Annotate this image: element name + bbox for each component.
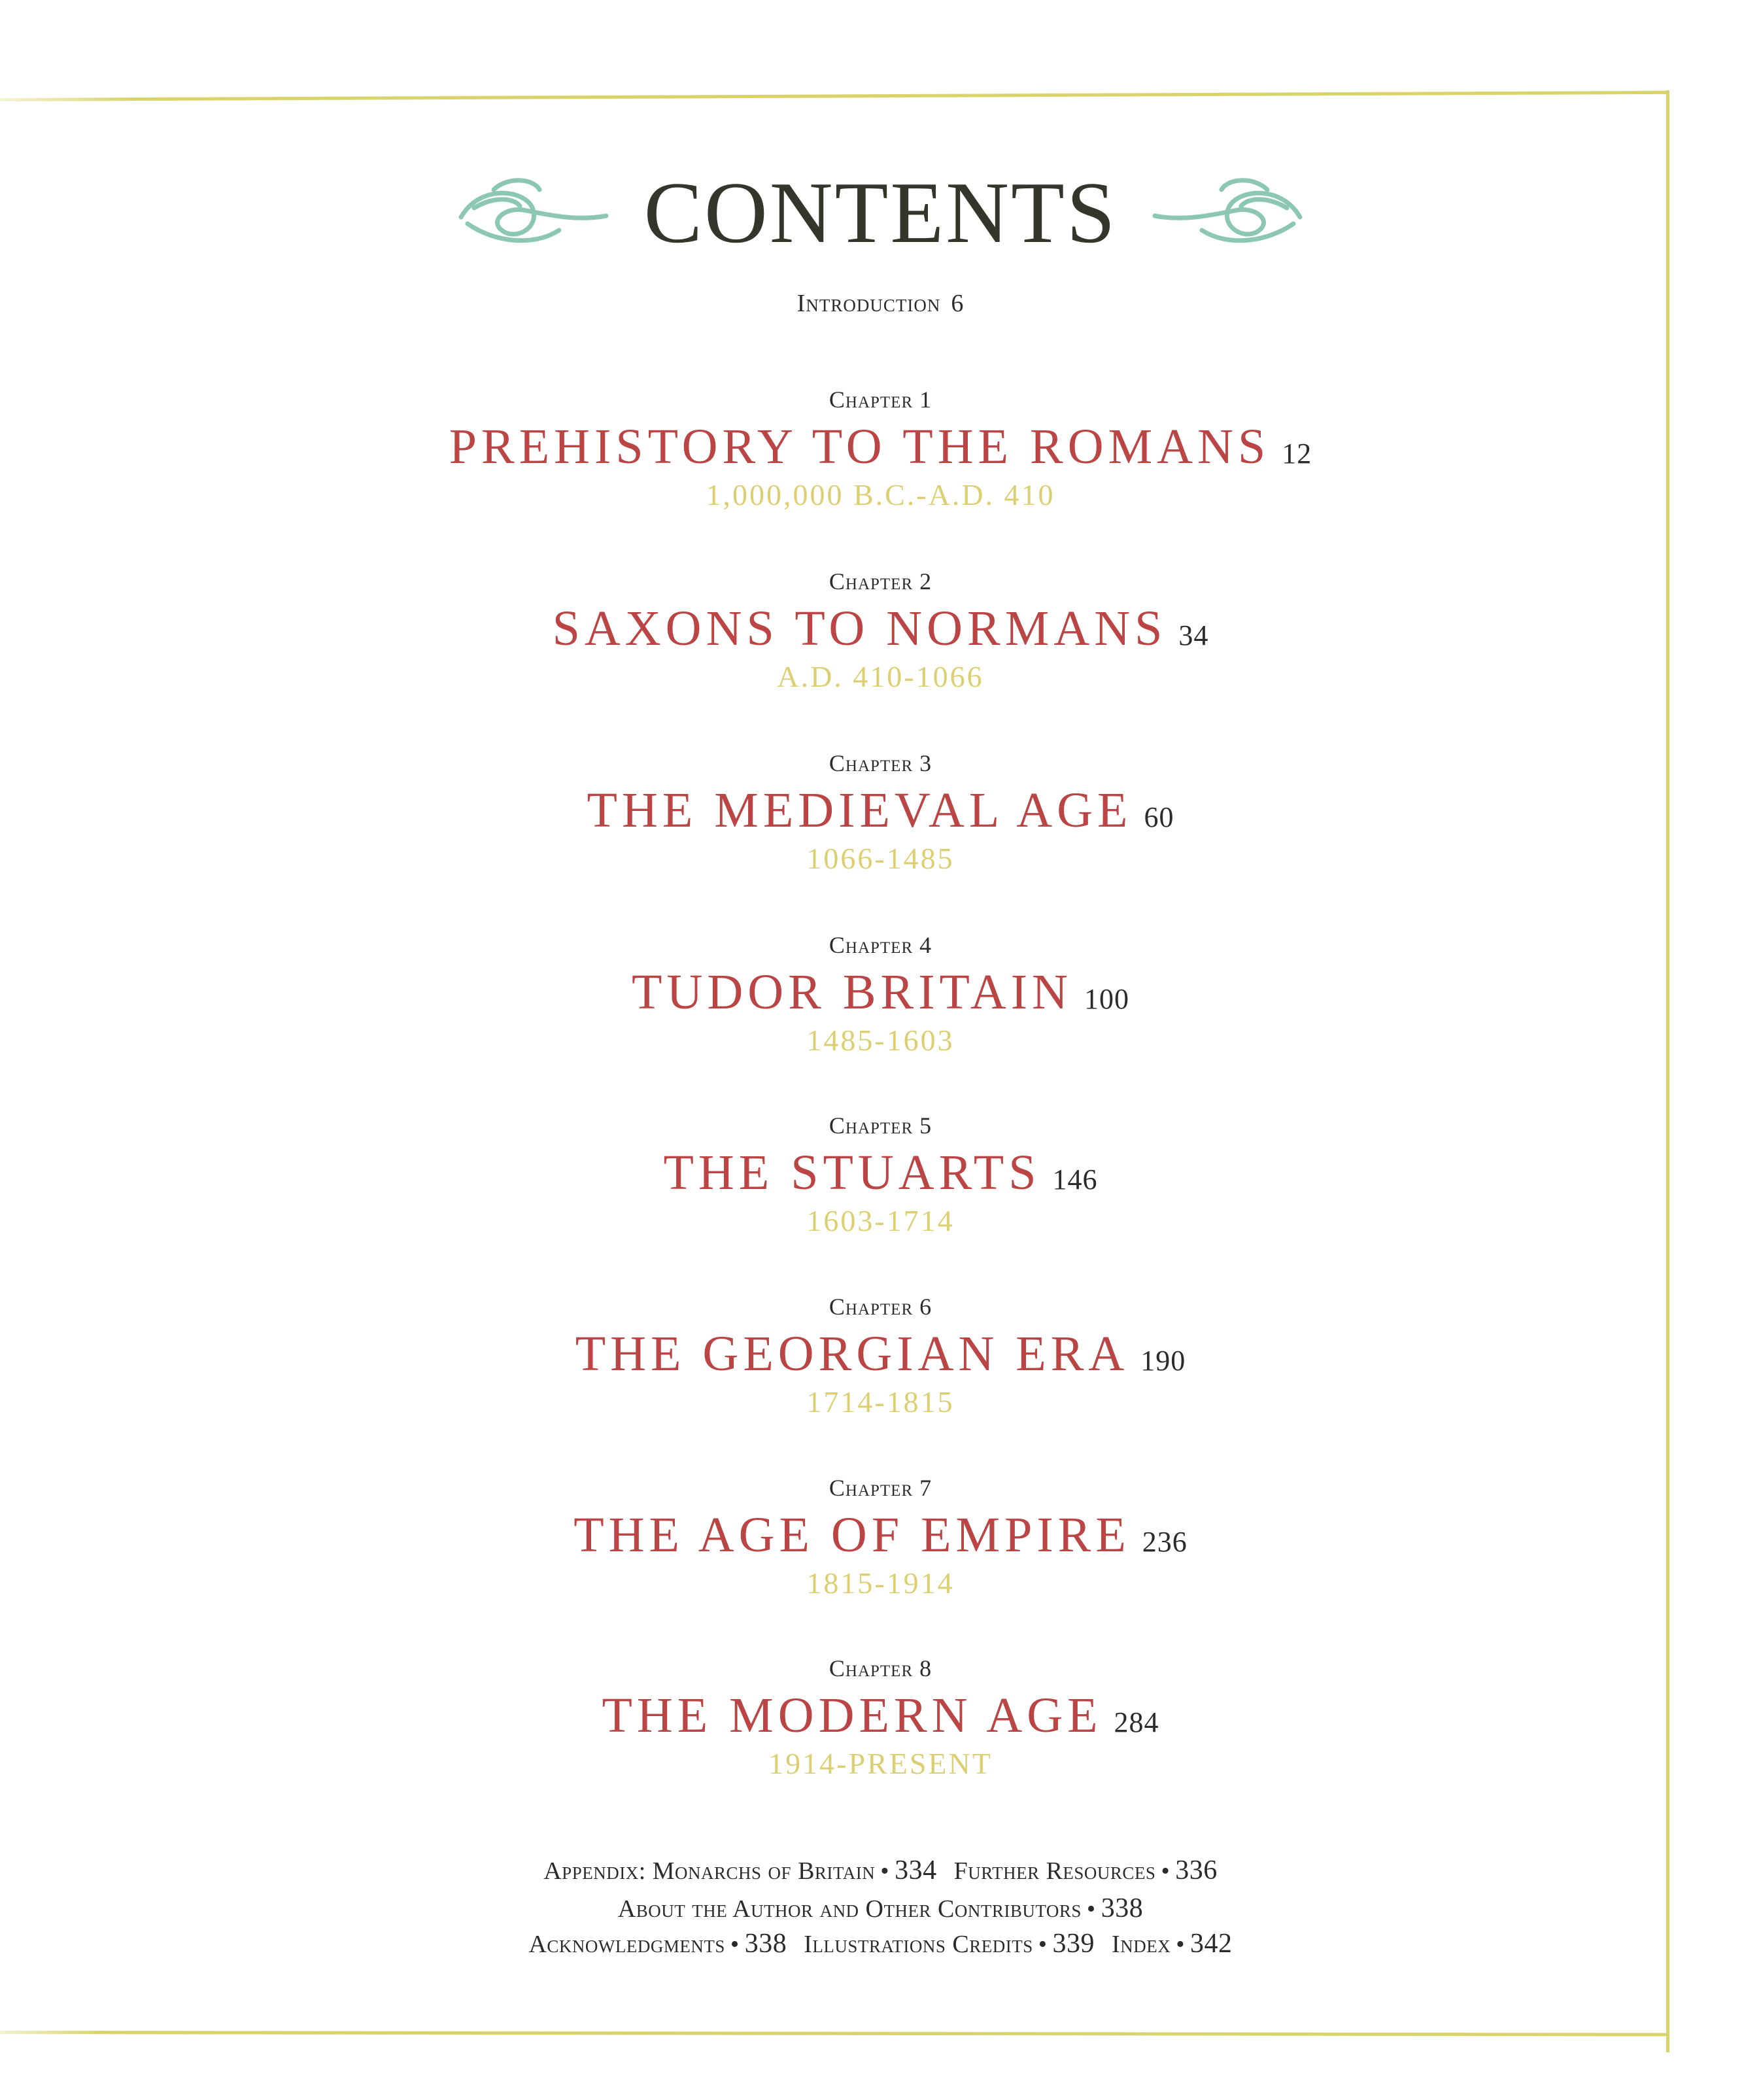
chapter-entry-8[interactable] [0, 1655, 1761, 1812]
flourish-right-icon [1150, 170, 1307, 255]
chapter-entry-2[interactable] [0, 568, 1761, 725]
chapter-dates: 1914-PRESENT [768, 1747, 993, 1780]
contents-header [0, 150, 1761, 275]
chapter-entry-5[interactable] [0, 1112, 1761, 1269]
bullet-separator: • [880, 1857, 890, 1885]
chapter-title: TUDOR BRITAIN [632, 965, 1072, 1020]
chapter-page: 60 [1144, 801, 1174, 833]
back-matter-entry-acknowledgments[interactable] [528, 1931, 787, 1958]
chapter-page: 190 [1140, 1345, 1186, 1377]
chapter-dates: 1603-1714 [806, 1204, 955, 1237]
bullet-separator: • [1176, 1931, 1186, 1958]
back-matter-page: 334 [895, 1855, 937, 1885]
back-matter-entry-index[interactable] [1112, 1931, 1232, 1958]
chapter-title: THE MODERN AGE [602, 1688, 1103, 1743]
chapter-entry-6[interactable] [0, 1293, 1761, 1450]
back-matter-page: 338 [1101, 1893, 1144, 1923]
back-matter-label: Appendix: Monarchs of Britain [543, 1857, 876, 1885]
chapter-dates: 1815-1914 [806, 1566, 955, 1600]
back-matter-label: Further Resources [953, 1857, 1156, 1885]
back-matter-label: Index [1112, 1931, 1171, 1958]
bullet-separator: • [1161, 1857, 1171, 1885]
bullet-separator: • [730, 1931, 740, 1958]
chapter-page: 236 [1142, 1526, 1188, 1558]
page-title: CONTENTS [643, 164, 1118, 261]
bullet-separator: • [1086, 1895, 1096, 1923]
chapter-label: Chapter 7 [829, 1475, 932, 1501]
chapter-entry-1[interactable] [0, 386, 1761, 543]
back-matter-entry-about-author[interactable] [618, 1895, 1143, 1923]
chapter-title: SAXONS TO NORMANS [552, 601, 1167, 656]
chapter-entry-7[interactable] [0, 1474, 1761, 1631]
chapter-page: 34 [1178, 619, 1209, 651]
chapter-label: Chapter 2 [829, 568, 932, 594]
chapter-page: 146 [1052, 1163, 1098, 1196]
chapter-title: THE STUARTS [663, 1145, 1041, 1200]
back-matter-page: 339 [1052, 1929, 1095, 1959]
back-matter-line-3 [0, 1928, 1761, 1959]
flourish-left-icon [454, 170, 611, 255]
chapter-dates: 1,000,000 B.C.-A.D. 410 [706, 478, 1055, 511]
back-matter-entry-further-resources[interactable] [954, 1857, 1218, 1885]
chapter-label: Chapter 8 [829, 1655, 932, 1681]
back-matter-label: About the Author and Other Contributors [617, 1895, 1082, 1923]
chapter-title: THE MEDIEVAL AGE [587, 783, 1133, 838]
chapter-dates: 1485-1603 [806, 1024, 955, 1057]
introduction-label: Introduction [796, 290, 941, 317]
back-matter-page: 342 [1190, 1929, 1233, 1959]
chapter-label: Chapter 1 [829, 387, 932, 413]
back-matter-entry-illustrations-credits[interactable] [804, 1931, 1095, 1958]
chapter-label: Chapter 6 [829, 1294, 932, 1320]
back-matter-page: 338 [744, 1929, 787, 1959]
chapter-entry-3[interactable] [0, 749, 1761, 906]
chapter-page: 284 [1114, 1706, 1159, 1738]
back-matter-entry-appendix[interactable] [543, 1857, 936, 1885]
chapter-label: Chapter 3 [829, 750, 932, 776]
back-matter-page: 336 [1175, 1855, 1218, 1885]
chapter-dates: A.D. 410-1066 [777, 660, 984, 693]
chapter-page: 12 [1282, 438, 1312, 470]
chapter-label: Chapter 4 [829, 932, 932, 958]
chapter-title: PREHISTORY TO THE ROMANS [449, 419, 1271, 474]
chapter-title: THE GEORGIAN ERA [575, 1326, 1129, 1381]
frame-top-rule [0, 91, 1667, 101]
back-matter-line-2 [0, 1893, 1761, 1924]
frame-bottom-rule [0, 2031, 1669, 2037]
bullet-separator: • [1038, 1931, 1048, 1958]
back-matter-label: Acknowledgments [528, 1931, 725, 1958]
chapter-label: Chapter 5 [829, 1112, 932, 1139]
chapter-title: THE AGE OF EMPIRE [573, 1507, 1131, 1562]
introduction-entry[interactable] [0, 289, 1761, 318]
chapter-dates: 1066-1485 [806, 842, 955, 875]
introduction-page: 6 [951, 290, 965, 317]
chapter-dates: 1714-1815 [806, 1385, 955, 1419]
back-matter-line-1 [0, 1855, 1761, 1886]
chapter-page: 100 [1084, 983, 1129, 1015]
back-matter-label: Illustrations Credits [804, 1931, 1033, 1958]
chapter-entry-4[interactable] [0, 931, 1761, 1088]
